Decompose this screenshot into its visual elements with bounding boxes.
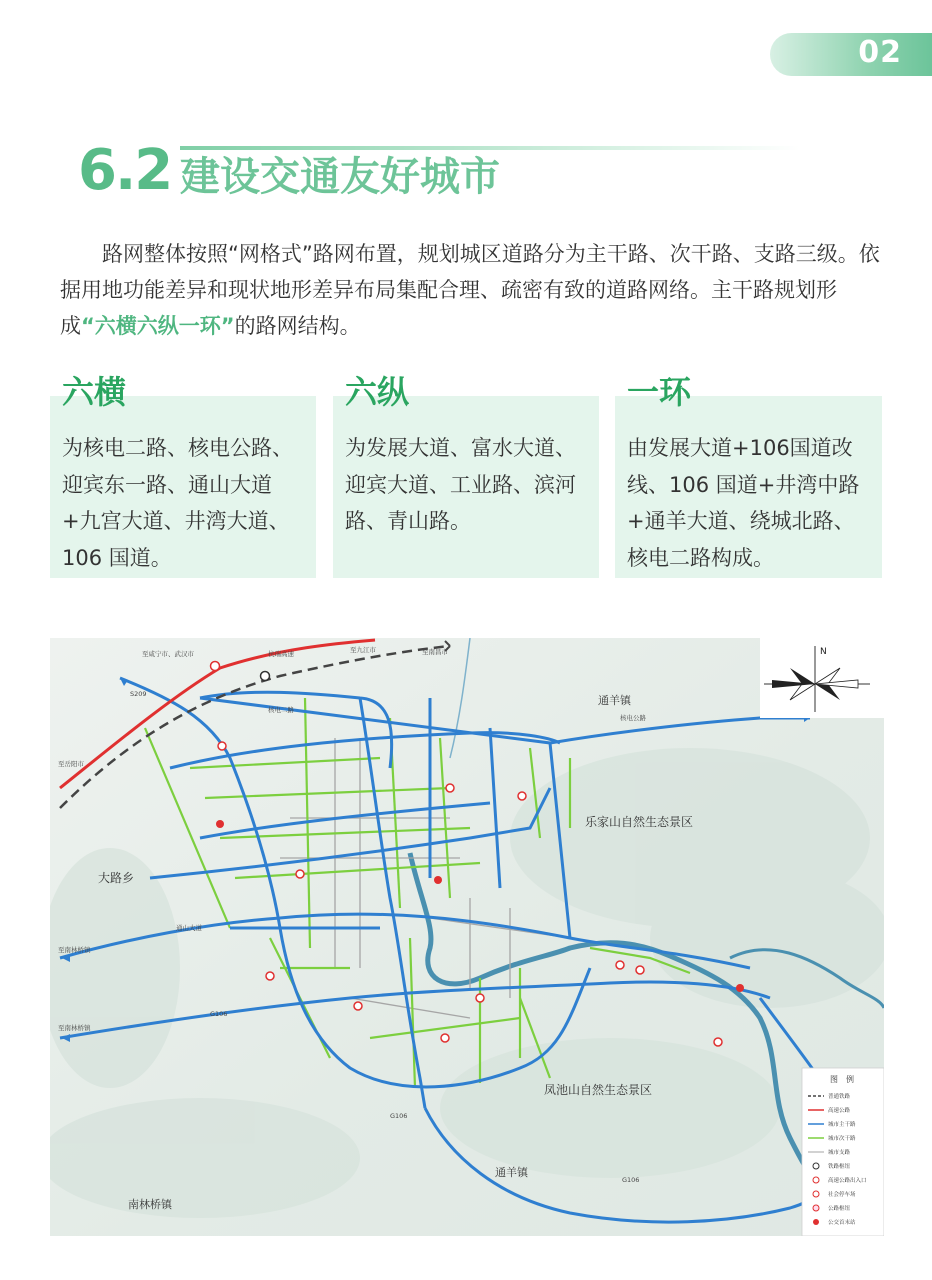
road-label: 核电公路 bbox=[620, 714, 646, 722]
card-body: 为核电二路、核电公路、迎宾东一路、通山大道+九宫大道、井湾大道、106 国道。 bbox=[62, 436, 293, 570]
rail-hub-icon bbox=[261, 672, 270, 681]
card-yihuan bbox=[615, 373, 882, 578]
road-label: G106 bbox=[622, 1176, 640, 1184]
card-body: 为发展大道、富水大道、迎宾大道、工业路、滨河路、青山路。 bbox=[345, 436, 576, 533]
parking-icon bbox=[476, 994, 484, 1002]
intro-text-1: 路网整体按照“网格式”路网布置，规划城区道路分为主干路、次干路、支路三级。依据用地功能差异和现状地形差异布局集配合理、疏密有致的道路网络。主干路规划形成 bbox=[60, 242, 880, 338]
road-label: G106 bbox=[390, 1112, 408, 1120]
bus-terminal-icon bbox=[216, 820, 224, 828]
road-label: 通山大道 bbox=[176, 924, 202, 932]
compass bbox=[760, 638, 884, 718]
parking-icon bbox=[296, 870, 304, 878]
intro-text-2: 的路网结构。 bbox=[234, 314, 361, 338]
road-label: G106 bbox=[210, 1010, 228, 1018]
legend-label: 公路枢纽 bbox=[828, 1206, 851, 1212]
legend-label: 城市次干路 bbox=[828, 1136, 856, 1142]
page-number-tab bbox=[770, 33, 932, 76]
card-heading: 一环 bbox=[627, 373, 692, 411]
road-label: 至南昌市 bbox=[422, 648, 448, 656]
legend-label: 城市主干路 bbox=[828, 1122, 856, 1128]
legend-road-hub-icon bbox=[813, 1205, 819, 1211]
page-number: 02 bbox=[858, 35, 902, 70]
road-label: 杭瑞高速 bbox=[268, 650, 294, 658]
compass-north-label: N bbox=[820, 647, 827, 657]
intro-highlight: “六横六纵一环” bbox=[81, 314, 235, 338]
road-network-map bbox=[50, 638, 884, 1236]
road-label: 至岳阳市 bbox=[58, 760, 84, 768]
parking-icon bbox=[616, 961, 624, 969]
legend-exit-icon bbox=[813, 1177, 819, 1183]
road-label: S209 bbox=[130, 690, 147, 698]
parking-icon bbox=[636, 966, 644, 974]
legend-label: 高速公路 bbox=[828, 1108, 851, 1114]
parking-icon bbox=[714, 1038, 722, 1046]
section-title: 建设交通友好城市 bbox=[180, 154, 500, 200]
legend-label: 城市支路 bbox=[828, 1150, 851, 1156]
parking-icon bbox=[518, 792, 526, 800]
title-decor-line bbox=[180, 146, 800, 150]
legend-label: 公交首末站 bbox=[828, 1220, 856, 1226]
parking-icon bbox=[218, 742, 226, 750]
road-label: 核电二路 bbox=[268, 706, 294, 714]
parking-icon bbox=[354, 1002, 362, 1010]
parking-icon bbox=[441, 1034, 449, 1042]
bus-terminal-icon bbox=[434, 876, 442, 884]
place-label: 乐家山自然生态景区 bbox=[585, 815, 694, 829]
road-label: 至南林桥镇 bbox=[58, 1024, 91, 1032]
road-label: 至南林桥镇 bbox=[58, 946, 91, 954]
highway-exit-icon bbox=[211, 662, 220, 671]
road-label: 至咸宁市、武汉市 bbox=[142, 650, 194, 658]
legend-label: 高速公路出入口 bbox=[828, 1178, 867, 1184]
place-label: 南林桥镇 bbox=[128, 1198, 172, 1211]
map-legend bbox=[802, 1068, 884, 1236]
parking-icon bbox=[266, 972, 274, 980]
place-label: 通羊镇 bbox=[495, 1166, 528, 1179]
card-liuzong bbox=[333, 373, 599, 578]
card-liuheng bbox=[50, 373, 316, 578]
place-label: 凤池山自然生态景区 bbox=[544, 1083, 653, 1097]
bus-terminal-icon bbox=[736, 984, 744, 992]
section-number: 6.2 bbox=[78, 138, 172, 203]
card-body: 由发展大道+106国道改线、106 国道+井湾中路+通羊大道、绕城北路、核电二路构成。 bbox=[627, 436, 860, 570]
card-heading: 六横 bbox=[62, 373, 127, 411]
place-label: 通羊镇 bbox=[598, 694, 631, 707]
parking-icon bbox=[446, 784, 454, 792]
intro-paragraph bbox=[60, 236, 880, 344]
legend-label: 社会停车场 bbox=[828, 1192, 856, 1198]
legend-label: 普通铁路 bbox=[828, 1094, 851, 1100]
legend-title: 图 例 bbox=[830, 1075, 854, 1084]
legend-parking-icon bbox=[813, 1191, 819, 1197]
legend-bus-icon bbox=[813, 1219, 819, 1225]
card-heading: 六纵 bbox=[345, 373, 410, 411]
legend-label: 铁路枢纽 bbox=[828, 1164, 851, 1170]
legend-rail-hub-icon bbox=[813, 1163, 819, 1169]
place-label: 大路乡 bbox=[98, 871, 135, 885]
road-label: 至九江市 bbox=[350, 646, 376, 654]
